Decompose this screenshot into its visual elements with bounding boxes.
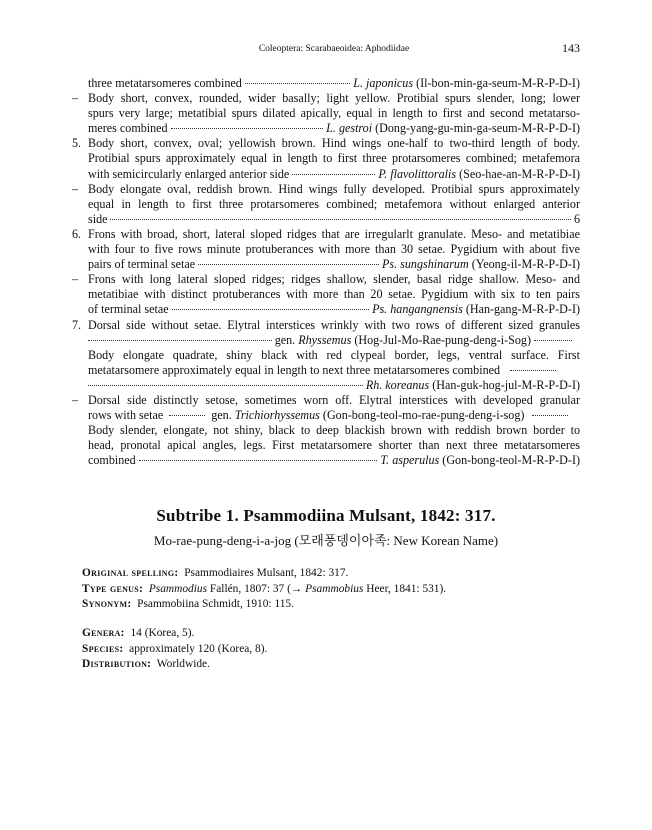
type-genus: Type genus: Psammodius Fallén, 1807: 37 (→ Psammobius Heer, 1841: 531). <box>82 582 447 595</box>
subtribe-korean-name: Mo-rae-pung-deng-i-a-jog (모래풍뎅이아족: New Korean Name) <box>153 533 499 548</box>
key-line: 6. Frons with broad, short, lateral sloped ridges that are irregularlt granulate. Meso- and metatibiae <box>72 226 580 241</box>
running-title: Coleoptera: Scarabaeoidea: Aphodiidae <box>258 44 410 54</box>
key-line: Body slender, elongate, not shiny, black to deep blackish brown with reddish brown border to <box>88 423 580 438</box>
key-line: – Frons with long lateral sloped ridges; ridges shallow, slender, basal ridge shallow. Meso- and <box>72 272 580 287</box>
key-line: of terminal setae Ps. hangangnensis (Han-gang-M-R-P-D-I) <box>88 302 580 317</box>
key-line: head, pronotal apical angles, legs. First metatarsomere shorter than next three metatarsomeres <box>88 438 580 453</box>
original-spelling: Original spelling: Psammodiaires Mulsant, 1842: 317. <box>82 567 349 579</box>
distribution: Distribution: Worldwide. <box>82 658 210 670</box>
key-line: with four to five rows minute protuberances with more than 30 setae. Pygidium with about five <box>88 242 580 257</box>
key-line: side 6 <box>88 211 580 226</box>
couplet-reference: 6 <box>573 211 580 226</box>
couplet-marker: 5. <box>72 136 82 151</box>
subtribe-heading <box>60 506 592 549</box>
key-line: – Body short, convex, rounded, wider basally; light yellow. Protibial spurs slender, long; lower <box>72 91 580 106</box>
key-line: metatibiae with distinct protuberances with more than 20 setae. Pygidium with six to ten pairs <box>88 287 580 302</box>
identification-key <box>72 76 580 468</box>
key-line: rows with setae gen. Trichiorhyssemus (Gon-bong-teol-mo-rae-pung-deng-i-sog) <box>72 408 580 423</box>
synonym: Synonym: Psammobiina Schmidt, 1910: 115. <box>82 598 294 610</box>
key-line: Body elongate quadrate, shiny black with red clypeal border, legs, ventral surface. First <box>88 347 580 362</box>
taxon-name: L. gestroi <box>326 121 373 136</box>
key-line: Protibial spurs approximately equal in length to first three protarsomeres combined; metafemora <box>88 151 580 166</box>
key-line: – Dorsal side distinctly setose, sometimes worn off. Elytral interstices with developed granular <box>72 392 580 407</box>
page-number: 143 <box>562 41 580 55</box>
species-count: Species: approximately 120 (Korea, 8). <box>82 642 268 655</box>
key-line: with semicircularly enlarged anterior side P. flavolittoralis (Seo-hae-an-M-R-P-D-I) <box>88 166 580 181</box>
genera-count: Genera: 14 (Korea, 5). <box>82 627 195 639</box>
couplet-marker: – <box>72 91 79 106</box>
nomenclature-block <box>82 566 602 613</box>
key-line: Rh. koreanus (Han-guk-hog-jul-M-R-P-D-I) <box>72 378 580 393</box>
key-line: metatarsomere approximately equal in length to next three metatarsomeres combined <box>72 363 580 378</box>
key-line: spurs very large; metatibial spurs dilated apically, equal in length to first and second metatarso- <box>88 106 580 121</box>
page-header <box>88 40 580 58</box>
key-line: combined T. asperulus (Gon-bong-teol-M-R-P-D-I) <box>88 453 580 468</box>
subtribe-title: Subtribe 1. Psammodiina Mulsant, 1842: 317. <box>156 506 496 525</box>
key-line: – Body elongate oval, reddish brown. Hind wings fully developed. Protibial spurs approximately <box>72 181 580 196</box>
taxon-name: L. japonicus <box>353 76 414 90</box>
key-line: three metatarsomeres combined L. japonicus (Il-bon-min-ga-seum-M-R-P-D-I) <box>88 76 580 90</box>
taxon-name: Rhyssemus <box>298 332 352 347</box>
couplet-marker: 6. <box>72 226 82 241</box>
couplet-marker: 7. <box>72 317 82 332</box>
key-line: gen. Rhyssemus (Hog-Jul-Mo-Rae-pung-deng-i-Sog) <box>72 333 580 348</box>
key-line: 7. Dorsal side without setae. Elytral interstices wrinkly with two rows of different sized granules <box>72 317 580 332</box>
taxon-name: P. flavolittoralis <box>378 166 457 181</box>
key-line: equal in length to first three protarsomeres combined; metafemora without enlarged anterior <box>88 196 580 211</box>
couplet-marker: – <box>72 392 79 407</box>
counts-block <box>82 626 602 673</box>
taxon-name: Ps. hangangnensis <box>372 302 463 317</box>
key-line: meres combined L. gestroi (Dong-yang-gu-min-ga-seum-M-R-P-D-I) <box>88 121 580 136</box>
key-line: 5. Body short, convex, oval; yellowish brown. Hind wings one-half to two-third length of body. <box>72 136 580 151</box>
taxon-name: Ps. sungshinarum <box>382 257 469 272</box>
couplet-marker: – <box>72 272 79 287</box>
taxon-name: T. asperulus <box>380 453 440 468</box>
taxon-name: Trichiorhyssemus <box>234 408 320 423</box>
couplet-marker: – <box>72 181 79 196</box>
taxon-name: Rh. koreanus <box>365 377 430 392</box>
key-line: pairs of terminal setae Ps. sungshinarum (Yeong-il-M-R-P-D-I) <box>88 257 580 272</box>
